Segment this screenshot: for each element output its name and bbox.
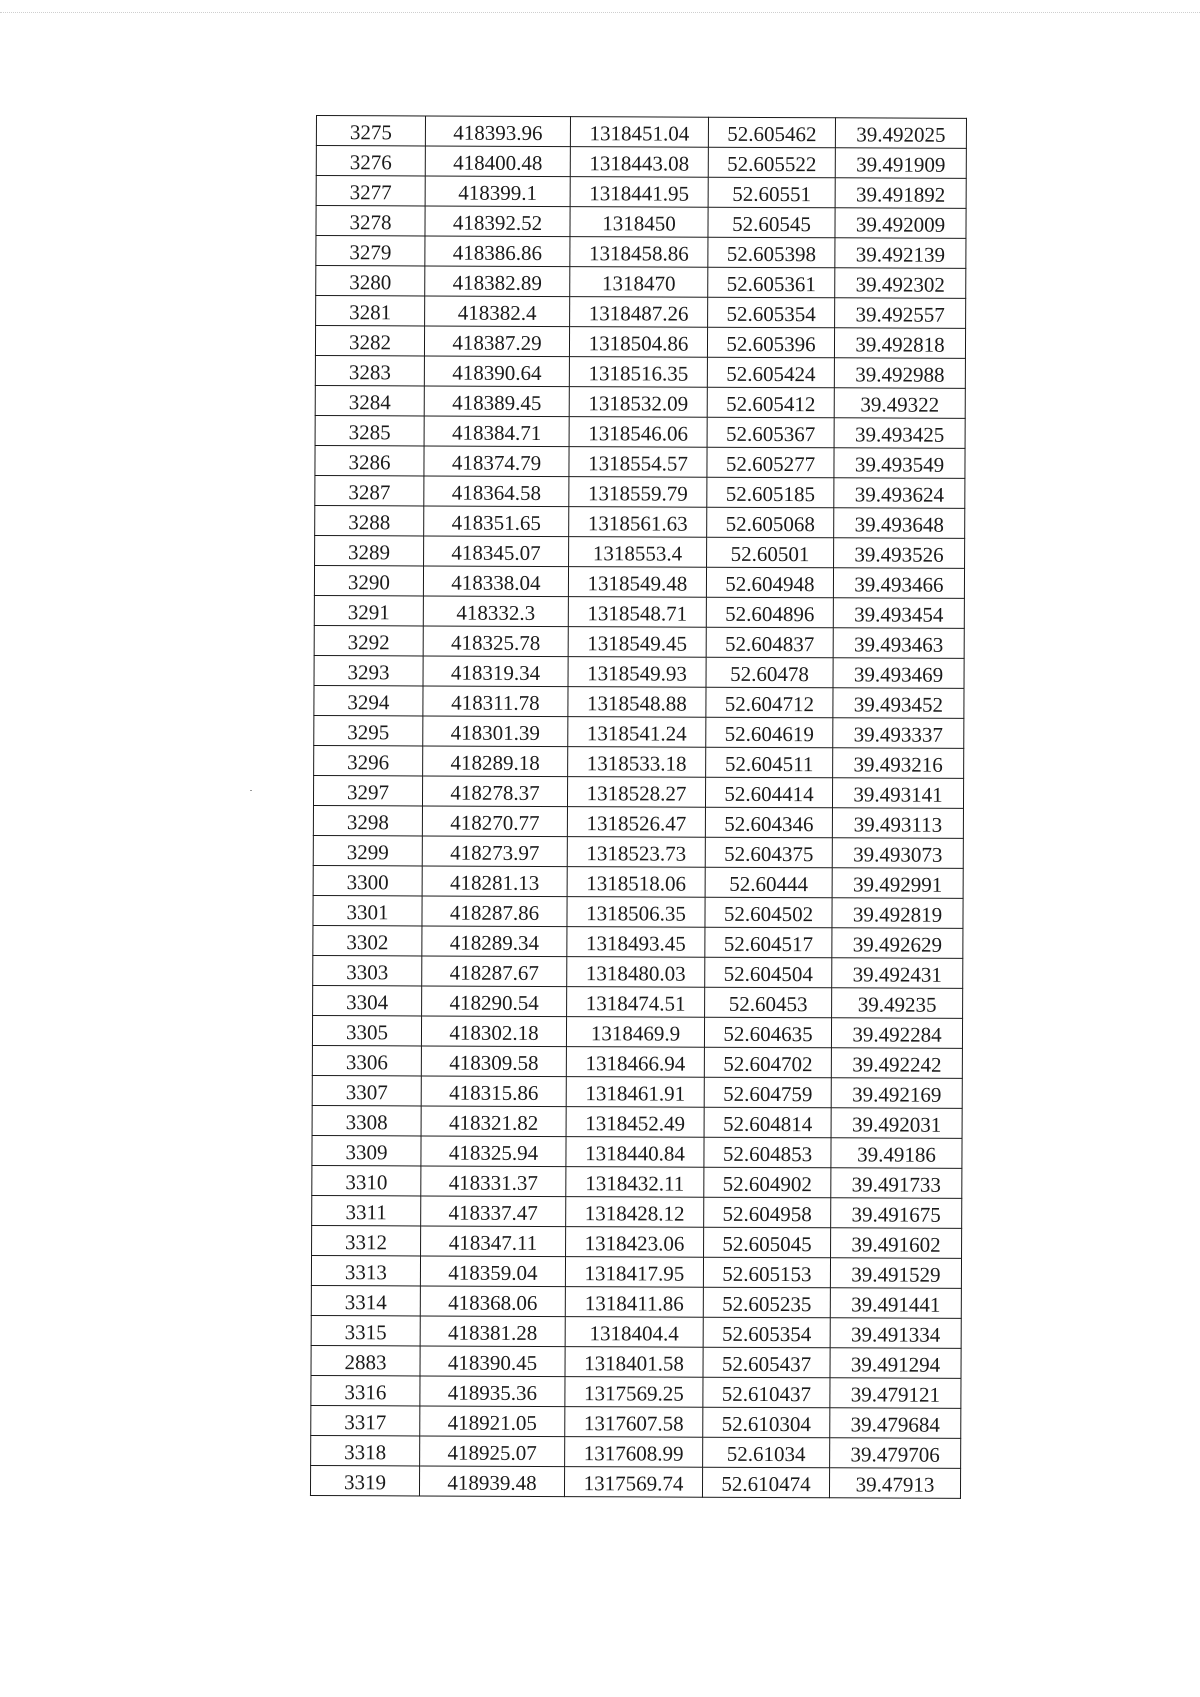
table-row: [311, 1255, 961, 1288]
point-number-cell: 3285: [315, 415, 424, 445]
x-coordinate-cell: 418386.86: [425, 236, 570, 267]
point-number-cell: 3291: [314, 595, 423, 625]
x-coordinate-cell: 418399.1: [425, 176, 570, 207]
point-number-cell: 3298: [313, 805, 422, 835]
table-row: [315, 535, 965, 568]
point-number-cell: 3314: [311, 1285, 420, 1315]
latitude-cell: 52.604814: [704, 1107, 831, 1138]
y-coordinate-cell: 1318549.93: [568, 657, 706, 688]
longitude-cell: 39.492139: [835, 238, 966, 269]
latitude-cell: 52.605412: [707, 387, 834, 418]
table-row: [315, 385, 965, 418]
longitude-cell: 39.492818: [834, 328, 965, 359]
y-coordinate-cell: 1318469.9: [566, 1017, 704, 1048]
point-number-cell: 3284: [315, 385, 424, 415]
latitude-cell: 52.604712: [706, 687, 833, 718]
y-coordinate-cell: 1318518.06: [567, 867, 705, 898]
table-row: [313, 925, 963, 958]
y-coordinate-cell: 1317608.99: [565, 1437, 703, 1468]
table-row: [313, 955, 963, 988]
y-coordinate-cell: 1318461.91: [566, 1077, 704, 1108]
y-coordinate-cell: 1318451.04: [570, 117, 708, 148]
point-number-cell: 3294: [314, 685, 423, 715]
y-coordinate-cell: 1317569.25: [565, 1377, 703, 1408]
table-row: [314, 745, 964, 778]
table-row: [310, 1465, 960, 1498]
longitude-cell: 39.492009: [835, 208, 966, 239]
point-number-cell: 3279: [316, 236, 425, 266]
point-number-cell: 3283: [315, 355, 424, 385]
point-number-cell: 3292: [314, 625, 423, 655]
longitude-cell: 39.493141: [832, 778, 963, 809]
longitude-cell: 39.493526: [834, 538, 965, 569]
table-row: [311, 1405, 961, 1438]
latitude-cell: 52.604958: [704, 1197, 831, 1228]
latitude-cell: 52.605361: [708, 267, 835, 298]
point-number-cell: 3299: [313, 835, 422, 865]
y-coordinate-cell: 1318470: [570, 267, 708, 298]
latitude-cell: 52.605068: [707, 507, 834, 538]
x-coordinate-cell: 418311.78: [423, 686, 568, 717]
longitude-cell: 39.491529: [830, 1258, 961, 1289]
point-number-cell: 3311: [312, 1195, 421, 1225]
y-coordinate-cell: 1318452.49: [566, 1107, 704, 1138]
x-coordinate-cell: 418278.37: [422, 776, 567, 807]
table-row: [312, 1015, 962, 1048]
point-number-cell: 2883: [311, 1345, 420, 1375]
point-number-cell: 3290: [314, 565, 423, 595]
point-number-cell: 3275: [316, 116, 425, 146]
point-number-cell: 3304: [313, 985, 422, 1015]
latitude-cell: 52.60545: [708, 207, 835, 238]
longitude-cell: 39.492988: [834, 358, 965, 389]
x-coordinate-cell: 418939.48: [419, 1466, 564, 1497]
latitude-cell: 52.605437: [703, 1347, 830, 1378]
point-number-cell: 3316: [311, 1375, 420, 1405]
latitude-cell: 52.604853: [704, 1137, 831, 1168]
table-row: [313, 805, 963, 838]
x-coordinate-cell: 418302.18: [421, 1016, 566, 1047]
point-number-cell: 3287: [315, 475, 424, 505]
longitude-cell: 39.492557: [835, 298, 966, 329]
y-coordinate-cell: 1318443.08: [570, 147, 708, 178]
x-coordinate-cell: 418273.97: [422, 836, 567, 867]
x-coordinate-cell: 418925.07: [420, 1436, 565, 1467]
point-number-cell: 3319: [310, 1465, 419, 1495]
longitude-cell: 39.493425: [834, 418, 965, 449]
x-coordinate-cell: 418347.11: [421, 1226, 566, 1257]
latitude-cell: 52.604414: [705, 777, 832, 808]
y-coordinate-cell: 1318523.73: [567, 837, 705, 868]
x-coordinate-cell: 418351.65: [424, 506, 569, 537]
y-coordinate-cell: 1318541.24: [568, 717, 706, 748]
point-number-cell: 3288: [315, 505, 424, 535]
table-row: [316, 116, 966, 149]
y-coordinate-cell: 1317607.58: [565, 1407, 703, 1438]
x-coordinate-cell: 418400.48: [425, 146, 570, 177]
table-row: [311, 1375, 961, 1408]
table-row: [315, 355, 965, 388]
y-coordinate-cell: 1318480.03: [567, 957, 705, 988]
scan-top-edge: [0, 12, 1200, 13]
x-coordinate-cell: 418364.58: [424, 476, 569, 507]
y-coordinate-cell: 1318417.95: [565, 1257, 703, 1288]
table-row: [313, 895, 963, 928]
longitude-cell: 39.491675: [831, 1198, 962, 1229]
x-coordinate-cell: 418374.79: [424, 446, 569, 477]
latitude-cell: 52.605367: [707, 417, 834, 448]
latitude-cell: 52.605424: [707, 357, 834, 388]
x-coordinate-cell: 418935.36: [420, 1376, 565, 1407]
x-coordinate-cell: 418270.77: [422, 806, 567, 837]
table-row: [313, 835, 963, 868]
y-coordinate-cell: 1318546.06: [569, 417, 707, 448]
longitude-cell: 39.493113: [832, 808, 963, 839]
longitude-cell: 39.493469: [833, 658, 964, 689]
latitude-cell: 52.610437: [703, 1377, 830, 1408]
latitude-cell: 52.604517: [705, 927, 832, 958]
y-coordinate-cell: 1318450: [570, 207, 708, 238]
latitude-cell: 52.604504: [705, 957, 832, 988]
longitude-cell: 39.479121: [830, 1378, 961, 1409]
y-coordinate-cell: 1318428.12: [566, 1197, 704, 1228]
longitude-cell: 39.493549: [834, 448, 965, 479]
y-coordinate-cell: 1318526.47: [567, 807, 705, 838]
table-row: [315, 415, 965, 448]
point-number-cell: 3295: [314, 715, 423, 745]
table-row: [314, 595, 964, 628]
x-coordinate-cell: 418332.3: [423, 596, 568, 627]
point-number-cell: 3302: [313, 925, 422, 955]
y-coordinate-cell: 1318440.84: [566, 1137, 704, 1168]
longitude-cell: 39.492819: [832, 898, 963, 929]
longitude-cell: 39.493454: [833, 598, 964, 629]
table-row: [312, 1105, 962, 1138]
latitude-cell: 52.604619: [706, 717, 833, 748]
point-number-cell: 3280: [316, 266, 425, 296]
y-coordinate-cell: 1318561.63: [569, 507, 707, 538]
coordinates-table-body: [310, 116, 966, 1499]
table-row: [312, 1165, 962, 1198]
latitude-cell: 52.60501: [707, 537, 834, 568]
table-row: [316, 236, 966, 269]
table-row: [315, 326, 965, 359]
longitude-cell: 39.493452: [833, 688, 964, 719]
x-coordinate-cell: 418325.78: [423, 626, 568, 657]
table-row: [312, 1045, 962, 1078]
point-number-cell: 3282: [315, 326, 424, 356]
longitude-cell: 39.492991: [832, 868, 963, 899]
point-number-cell: 3276: [316, 146, 425, 176]
y-coordinate-cell: 1318401.58: [565, 1347, 703, 1378]
table-row: [314, 655, 964, 688]
latitude-cell: 52.604759: [704, 1077, 831, 1108]
point-number-cell: 3305: [312, 1015, 421, 1045]
point-number-cell: 3293: [314, 655, 423, 685]
point-number-cell: 3277: [316, 176, 425, 206]
table-row: [312, 1135, 962, 1168]
y-coordinate-cell: 1318532.09: [569, 387, 707, 418]
x-coordinate-cell: 418381.28: [420, 1316, 565, 1347]
y-coordinate-cell: 1318423.06: [566, 1227, 704, 1258]
latitude-cell: 52.604702: [704, 1047, 831, 1078]
latitude-cell: 52.60444: [705, 867, 832, 898]
latitude-cell: 52.604902: [704, 1167, 831, 1198]
longitude-cell: 39.491602: [831, 1228, 962, 1259]
point-number-cell: 3286: [315, 445, 424, 475]
y-coordinate-cell: 1318528.27: [567, 777, 705, 808]
table-row: [316, 176, 966, 209]
x-coordinate-cell: 418325.94: [421, 1136, 566, 1167]
y-coordinate-cell: 1318516.35: [569, 357, 707, 388]
latitude-cell: 52.605354: [708, 297, 835, 328]
latitude-cell: 52.604635: [704, 1017, 831, 1048]
table-row: [315, 445, 965, 478]
longitude-cell: 39.493466: [833, 568, 964, 599]
latitude-cell: 52.604375: [705, 837, 832, 868]
longitude-cell: 39.491733: [831, 1168, 962, 1199]
x-coordinate-cell: 418319.34: [423, 656, 568, 687]
longitude-cell: 39.492284: [831, 1018, 962, 1049]
longitude-cell: 39.492025: [835, 118, 966, 149]
latitude-cell: 52.61034: [703, 1437, 830, 1468]
point-number-cell: 3317: [311, 1405, 420, 1435]
x-coordinate-cell: 418359.04: [420, 1256, 565, 1287]
table-row: [314, 625, 964, 658]
table-row: [316, 266, 966, 299]
x-coordinate-cell: 418382.4: [425, 296, 570, 327]
longitude-cell: 39.49186: [831, 1138, 962, 1169]
y-coordinate-cell: 1318458.86: [570, 237, 708, 268]
y-coordinate-cell: 1318553.4: [569, 537, 707, 568]
table-row: [314, 715, 964, 748]
point-number-cell: 3313: [311, 1255, 420, 1285]
table-row: [316, 296, 966, 329]
x-coordinate-cell: 418290.54: [422, 986, 567, 1017]
point-number-cell: 3318: [311, 1435, 420, 1465]
x-coordinate-cell: 418287.67: [422, 956, 567, 987]
table-row: [312, 1075, 962, 1108]
y-coordinate-cell: 1318474.51: [567, 987, 705, 1018]
x-coordinate-cell: 418921.05: [420, 1406, 565, 1437]
longitude-cell: 39.492031: [831, 1108, 962, 1139]
point-number-cell: 3296: [314, 745, 423, 775]
longitude-cell: 39.479684: [830, 1408, 961, 1439]
y-coordinate-cell: 1318533.18: [568, 747, 706, 778]
x-coordinate-cell: 418281.13: [422, 866, 567, 897]
x-coordinate-cell: 418289.34: [422, 926, 567, 957]
latitude-cell: 52.604948: [706, 567, 833, 598]
x-coordinate-cell: 418331.37: [421, 1166, 566, 1197]
longitude-cell: 39.49235: [832, 988, 963, 1019]
longitude-cell: 39.491441: [830, 1288, 961, 1319]
table-row: [314, 565, 964, 598]
y-coordinate-cell: 1318441.95: [570, 177, 708, 208]
latitude-cell: 52.60453: [705, 987, 832, 1018]
y-coordinate-cell: 1318549.48: [568, 567, 706, 598]
table-row: [311, 1315, 961, 1348]
x-coordinate-cell: 418338.04: [423, 566, 568, 597]
x-coordinate-cell: 418301.39: [423, 716, 568, 747]
x-coordinate-cell: 418390.45: [420, 1346, 565, 1377]
x-coordinate-cell: 418321.82: [421, 1106, 566, 1137]
x-coordinate-cell: 418390.64: [424, 356, 569, 387]
y-coordinate-cell: 1317569.74: [564, 1467, 702, 1498]
latitude-cell: 52.604502: [705, 897, 832, 928]
coordinates-table: [310, 115, 967, 1499]
longitude-cell: 39.492629: [832, 928, 963, 959]
latitude-cell: 52.604346: [705, 807, 832, 838]
latitude-cell: 52.60478: [706, 657, 833, 688]
latitude-cell: 52.605396: [707, 327, 834, 358]
table-row: [311, 1435, 961, 1468]
latitude-cell: 52.605185: [707, 477, 834, 508]
longitude-cell: 39.49322: [834, 388, 965, 419]
longitude-cell: 39.493337: [833, 718, 964, 749]
latitude-cell: 52.604896: [706, 597, 833, 628]
table-row: [313, 865, 963, 898]
table-row: [316, 146, 966, 179]
x-coordinate-cell: 418389.45: [424, 386, 569, 417]
y-coordinate-cell: 1318411.86: [565, 1287, 703, 1318]
y-coordinate-cell: 1318404.4: [565, 1317, 703, 1348]
latitude-cell: 52.605398: [708, 237, 835, 268]
latitude-cell: 52.605354: [703, 1317, 830, 1348]
latitude-cell: 52.60551: [708, 177, 835, 208]
y-coordinate-cell: 1318504.86: [569, 327, 707, 358]
longitude-cell: 39.479706: [830, 1438, 961, 1469]
y-coordinate-cell: 1318466.94: [566, 1047, 704, 1078]
longitude-cell: 39.491294: [830, 1348, 961, 1379]
scan-speck: [250, 790, 252, 791]
point-number-cell: 3308: [312, 1105, 421, 1135]
longitude-cell: 39.492169: [831, 1078, 962, 1109]
y-coordinate-cell: 1318554.57: [569, 447, 707, 478]
x-coordinate-cell: 418384.71: [424, 416, 569, 447]
y-coordinate-cell: 1318493.45: [567, 927, 705, 958]
y-coordinate-cell: 1318506.35: [567, 897, 705, 928]
table-row: [313, 775, 963, 808]
latitude-cell: 52.605153: [703, 1257, 830, 1288]
latitude-cell: 52.605462: [708, 117, 835, 148]
point-number-cell: 3301: [313, 895, 422, 925]
table-row: [313, 985, 963, 1018]
x-coordinate-cell: 418393.96: [425, 116, 570, 147]
table-row: [314, 685, 964, 718]
longitude-cell: 39.491909: [835, 148, 966, 179]
longitude-cell: 39.492302: [835, 268, 966, 299]
longitude-cell: 39.492431: [832, 958, 963, 989]
y-coordinate-cell: 1318559.79: [569, 477, 707, 508]
x-coordinate-cell: 418289.18: [423, 746, 568, 777]
x-coordinate-cell: 418392.52: [425, 206, 570, 237]
point-number-cell: 3310: [312, 1165, 421, 1195]
latitude-cell: 52.605045: [704, 1227, 831, 1258]
longitude-cell: 39.493073: [832, 838, 963, 869]
latitude-cell: 52.604511: [706, 747, 833, 778]
latitude-cell: 52.605235: [703, 1287, 830, 1318]
x-coordinate-cell: 418287.86: [422, 896, 567, 927]
point-number-cell: 3307: [312, 1075, 421, 1105]
y-coordinate-cell: 1318432.11: [566, 1167, 704, 1198]
table-row: [316, 206, 966, 239]
longitude-cell: 39.493463: [833, 628, 964, 659]
table-row: [312, 1225, 962, 1258]
point-number-cell: 3306: [312, 1045, 421, 1075]
point-number-cell: 3281: [316, 296, 425, 326]
latitude-cell: 52.605277: [707, 447, 834, 478]
x-coordinate-cell: 418387.29: [424, 326, 569, 357]
longitude-cell: 39.491334: [830, 1318, 961, 1349]
point-number-cell: 3303: [313, 955, 422, 985]
table-row: [312, 1195, 962, 1228]
latitude-cell: 52.610474: [702, 1467, 829, 1498]
x-coordinate-cell: 418309.58: [421, 1046, 566, 1077]
longitude-cell: 39.493624: [834, 478, 965, 509]
y-coordinate-cell: 1318548.88: [568, 687, 706, 718]
point-number-cell: 3297: [313, 775, 422, 805]
table-row: [311, 1285, 961, 1318]
table-row: [315, 475, 965, 508]
longitude-cell: 39.491892: [835, 178, 966, 209]
longitude-cell: 39.492242: [831, 1048, 962, 1079]
longitude-cell: 39.493648: [834, 508, 965, 539]
point-number-cell: 3309: [312, 1135, 421, 1165]
longitude-cell: 39.493216: [833, 748, 964, 779]
point-number-cell: 3315: [311, 1315, 420, 1345]
y-coordinate-cell: 1318487.26: [570, 297, 708, 328]
latitude-cell: 52.605522: [708, 147, 835, 178]
table-row: [311, 1345, 961, 1378]
y-coordinate-cell: 1318549.45: [568, 627, 706, 658]
table-row: [315, 505, 965, 538]
x-coordinate-cell: 418368.06: [420, 1286, 565, 1317]
latitude-cell: 52.604837: [706, 627, 833, 658]
longitude-cell: 39.47913: [829, 1468, 960, 1499]
x-coordinate-cell: 418382.89: [425, 266, 570, 297]
point-number-cell: 3312: [312, 1225, 421, 1255]
point-number-cell: 3289: [315, 535, 424, 565]
x-coordinate-cell: 418315.86: [421, 1076, 566, 1107]
point-number-cell: 3278: [316, 206, 425, 236]
x-coordinate-cell: 418337.47: [421, 1196, 566, 1227]
point-number-cell: 3300: [313, 865, 422, 895]
latitude-cell: 52.610304: [703, 1407, 830, 1438]
x-coordinate-cell: 418345.07: [424, 536, 569, 567]
y-coordinate-cell: 1318548.71: [568, 597, 706, 628]
